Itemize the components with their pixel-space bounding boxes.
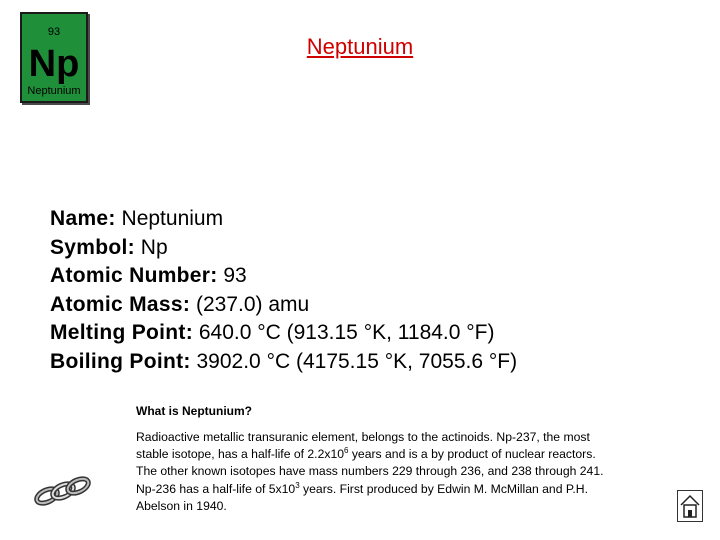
element-tile xyxy=(20,12,88,103)
chain-link-icon[interactable] xyxy=(33,472,93,512)
element-name: Neptunium xyxy=(27,85,81,97)
property-atomic-mass: Atomic Mass: (237.0) amu xyxy=(50,292,310,316)
page-title: Neptunium xyxy=(306,34,414,59)
element-symbol: Np xyxy=(28,43,80,85)
property-melting-point: Melting Point: 640.0 °C (913.15 °K, 1184.0 °F) xyxy=(50,321,495,344)
property-symbol: Symbol: Np xyxy=(50,235,168,259)
question-text: What is Neptunium? xyxy=(136,404,252,418)
property-list xyxy=(50,205,517,376)
property-boiling-point: Boiling Point: 3902.0 °C (4175.15 °K, 7055.6 °F) xyxy=(50,349,518,373)
property-name: Name: Neptunium xyxy=(50,207,224,230)
atomic-number: 93 xyxy=(47,26,61,38)
home-button[interactable] xyxy=(677,490,703,522)
property-atomic-number: Atomic Number: 93 xyxy=(50,264,247,287)
answer-text: Radioactive metallic transuranic element, belongs to the actinoids. Np-237, the most stable isotope, has a half-life of $2.2x10^6$ years and is a by product of nuclear reactors. The other known isotopes have mass numbers 229 through 236, and 238 through 241. Np-236 has a half-life of $5x10^3$ years. First produced by Edwin M. McMillan and P.H. Abelson in 1940. xyxy=(136,430,604,513)
home-icon xyxy=(678,491,702,521)
